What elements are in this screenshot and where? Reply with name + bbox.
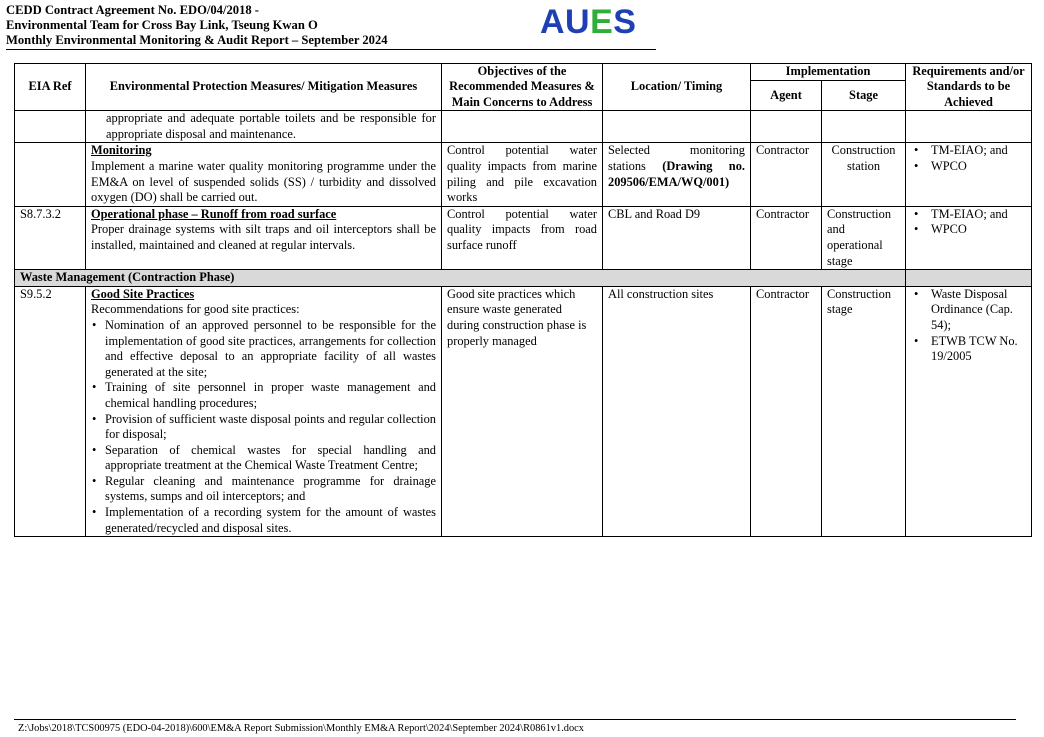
objective-cell: Control potential water quality impacts from marine piling and pile excavation works — [442, 143, 603, 206]
list-item: • Training of site personnel in proper waste management and chemical handling procedures; — [105, 380, 436, 411]
measure-title: Monitoring — [91, 143, 152, 158]
list-item: • Nomination of an approved personnel to be responsible for the implementation of good site practices, arrangements for collection and effective deposal to an appropriate facility of all wastes generated at the site; — [105, 318, 436, 380]
objective-cell: Control potential water quality impacts from road surface runoff — [442, 206, 603, 269]
col-agent: Agent — [751, 81, 822, 111]
list-item: • Separation of chemical wastes for special handling and appropriate treatment at the Chemical Waste Treatment Centre; — [105, 443, 436, 474]
measure-title: Good Site Practices — [91, 286, 195, 301]
requirements-cell — [906, 286, 1032, 537]
objective-cell: Good site practices which ensure waste generated during construction phase is properly managed — [442, 286, 603, 537]
location-cell: CBL and Road D9 — [603, 206, 751, 269]
list-item: • Implementation of a recording system for the amount of wastes generated/recycled and disposal sites. — [105, 505, 436, 536]
table-row — [15, 206, 1032, 269]
list-item: • TM-EIAO; and — [931, 143, 1026, 159]
requirements-cell — [906, 143, 1032, 206]
col-measures: Environmental Protection Measures/ Mitigation Measures — [86, 64, 442, 111]
measure-intro: Recommendations for good site practices: — [91, 302, 300, 317]
list-item: • TM-EIAO; and — [931, 207, 1026, 223]
location-cell: Selected monitoring stations (Drawing no. 209506/EMA/WQ/001) — [603, 143, 751, 206]
agent-cell: Contractor — [751, 143, 822, 206]
measure-cell — [86, 143, 442, 206]
header-project-line: Environmental Team for Cross Bay Link, Tseung Kwan O — [6, 18, 318, 32]
practice-list — [91, 318, 436, 536]
list-item: • Waste Disposal Ordinance (Cap. 54); — [931, 287, 1026, 334]
header-contract-line: CEDD Contract Agreement No. EDO/04/2018 - — [6, 3, 260, 17]
stage-cell: Construction and operational stage — [822, 206, 906, 269]
section-row — [15, 270, 1032, 287]
stage-cell: Construction station — [822, 143, 906, 206]
measure-cell — [86, 206, 442, 269]
eia-ref-cell: S8.7.3.2 — [15, 206, 86, 269]
header-rule — [6, 49, 656, 50]
measure-text: Proper drainage systems with silt traps and oil interceptors shall be installed, maintained and cleaned at regular intervals. — [91, 222, 436, 252]
col-implementation: Implementation — [751, 64, 906, 81]
col-stage: Stage — [822, 81, 906, 111]
measure-cell: appropriate and adequate portable toilets and be responsible for appropriate disposal and maintenance. — [86, 111, 442, 143]
section-title: Waste Management (Contraction Phase) — [15, 270, 906, 287]
list-item: • ETWB TCW No. 19/2005 — [931, 334, 1026, 365]
aues-logo: AUES — [540, 3, 637, 41]
col-location: Location/ Timing — [603, 64, 751, 111]
table-header-row — [15, 64, 1032, 81]
stage-cell: Construction stage — [822, 286, 906, 537]
col-objectives: Objectives of the Recommended Measures & Main Concerns to Address — [442, 64, 603, 111]
mitigation-measures-table — [14, 63, 1032, 537]
list-item: • WPCO — [931, 222, 1026, 238]
list-item: • WPCO — [931, 159, 1026, 175]
header-report-line: Monthly Environmental Monitoring & Audit Report – September 2024 — [6, 33, 388, 47]
table-row — [15, 286, 1032, 537]
col-requirements: Requirements and/or Standards to be Achieved — [906, 64, 1032, 111]
footer-file-path: Z:\Jobs\2018\TCS00975 (EDO-04-2018)\600\EM&A Report Submission\Monthly EM&A Report\2024\September 2024\R0861v1.docx — [18, 723, 584, 734]
list-item: • Provision of sufficient waste disposal points and regular collection for disposal; — [105, 412, 436, 443]
eia-ref-cell: S9.5.2 — [15, 286, 86, 537]
measure-title: Operational phase – Runoff from road surface — [91, 206, 337, 221]
agent-cell: Contractor — [751, 206, 822, 269]
measure-cell — [86, 286, 442, 537]
measure-text: Implement a marine water quality monitoring programme under the EM&A on level of suspended solids (SS) / turbidity and dissolved oxygen (DO) shall be carried out. — [91, 159, 436, 205]
col-eia-ref: EIA Ref — [15, 64, 86, 111]
agent-cell: Contractor — [751, 286, 822, 537]
list-item: • Regular cleaning and maintenance programme for drainage systems, sumps and oil interceptors; and — [105, 474, 436, 505]
table-row — [15, 143, 1032, 206]
footer-rule — [14, 719, 1016, 720]
location-cell: All construction sites — [603, 286, 751, 537]
requirements-cell — [906, 206, 1032, 269]
table-row — [15, 111, 1032, 143]
